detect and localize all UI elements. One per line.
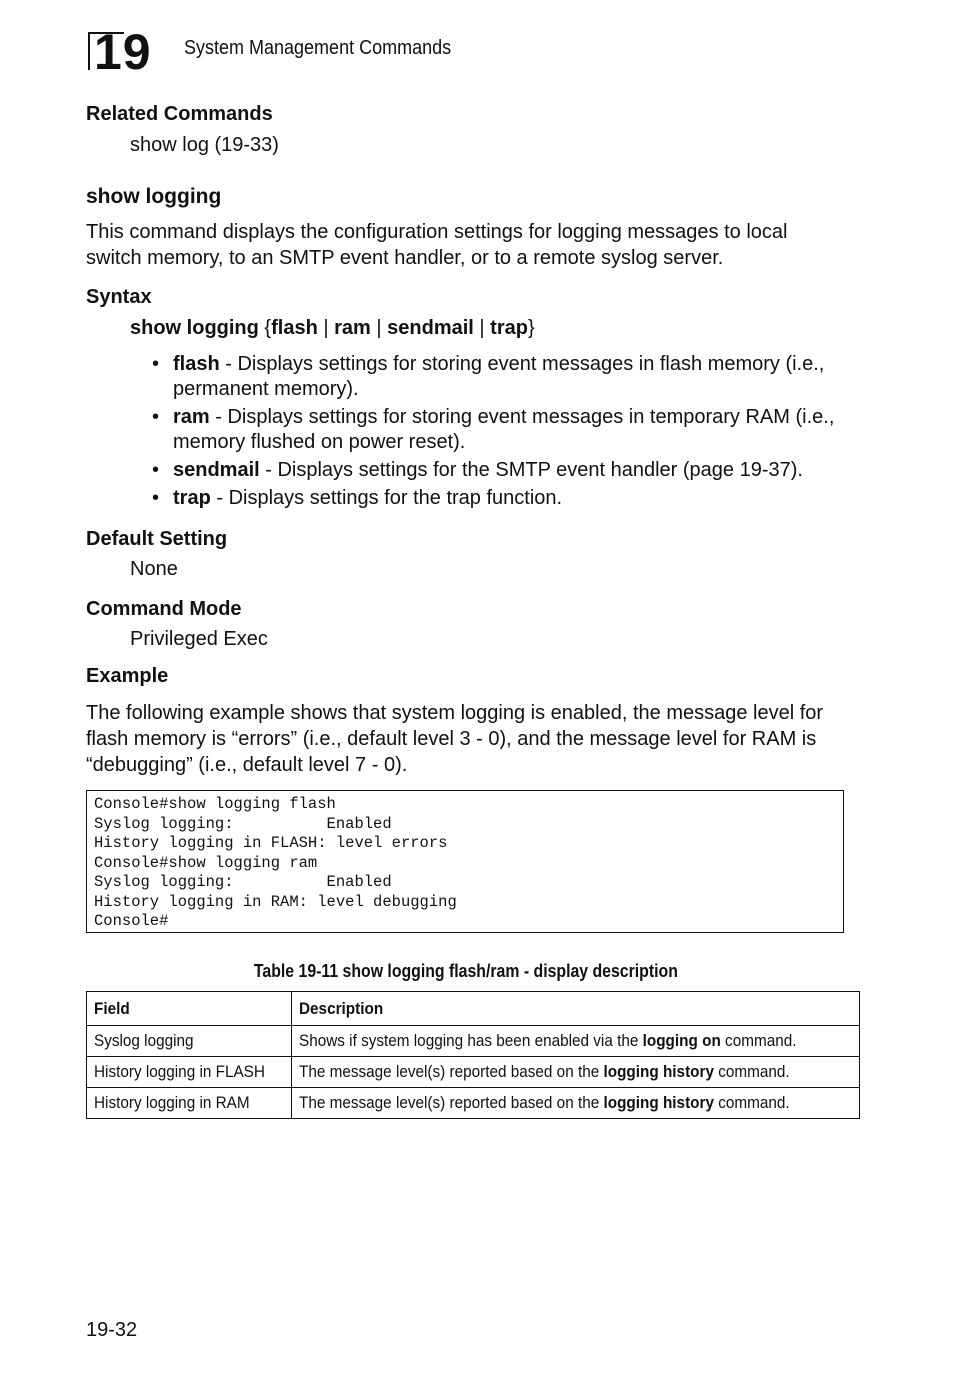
table-row	[87, 1088, 860, 1119]
syntax-separator: |	[317, 317, 335, 339]
option-term: trap	[173, 487, 211, 509]
syntax-command: show logging	[130, 317, 259, 339]
table-header-row	[87, 992, 860, 1026]
option-text: - Displays settings for the SMTP event handler (page 19-37).	[259, 459, 803, 481]
bullet-marker: •	[152, 487, 160, 509]
option-term: flash	[173, 353, 220, 375]
bullet-marker: •	[152, 353, 160, 375]
bullet-marker: •	[152, 459, 160, 481]
bullet-marker: •	[152, 406, 160, 428]
column-header-field: Field	[87, 992, 292, 1026]
code-example: Console#show logging flash Syslog logging: Enabled History logging in FLASH: level errors Console#show logging ram Syslog logging: Enabled History logging in RAM: level debugging Console#	[86, 790, 844, 933]
syntax-option-sendmail: sendmail	[387, 317, 474, 339]
related-commands-heading: Related Commands	[86, 103, 273, 125]
command-description: This command displays the configuration settings for logging messages to local switch memory, to an SMTP event handler, or to a remote syslog server.	[86, 221, 788, 269]
description-cell: The message level(s) reported based on the logging history command.	[291, 1057, 859, 1088]
column-header-description: Description	[291, 992, 859, 1026]
syntax-option-trap: trap	[490, 317, 528, 339]
table-caption-text: Table 19-11 show logging flash/ram - display description	[254, 961, 678, 981]
chapter-number: 19	[94, 24, 152, 80]
default-setting-value: None	[130, 558, 178, 580]
syntax-heading: Syntax	[86, 286, 152, 308]
field-cell: History logging in FLASH	[87, 1057, 292, 1088]
option-term: ram	[173, 406, 210, 428]
list-item	[152, 486, 852, 511]
command-mode-value: Privileged Exec	[130, 628, 268, 650]
field-cell: History logging in RAM	[87, 1088, 292, 1119]
field-cell: Syslog logging	[87, 1026, 292, 1057]
option-text: - Displays settings for storing event messages in flash memory (i.e., permanent memory).	[173, 353, 825, 400]
syntax-option-ram: ram	[334, 317, 371, 339]
command-title: show logging	[86, 185, 222, 208]
table-caption	[86, 961, 846, 982]
list-item	[152, 458, 852, 483]
syntax-options-list	[152, 352, 852, 514]
description-cell: Shows if system logging has been enabled via the logging on command.	[291, 1026, 859, 1057]
default-setting-heading: Default Setting	[86, 528, 228, 550]
syntax-brace-close: }	[527, 317, 535, 339]
syntax-option-flash: flash	[271, 317, 318, 339]
syntax-line	[130, 317, 535, 340]
description-table	[86, 991, 860, 1119]
page-number: 19-32	[86, 1319, 138, 1341]
list-item	[152, 352, 852, 402]
description-cell: The message level(s) reported based on the logging history command.	[291, 1088, 859, 1119]
list-item	[152, 405, 852, 455]
option-term: sendmail	[173, 459, 260, 481]
example-heading: Example	[86, 665, 169, 687]
syntax-separator: |	[370, 317, 388, 339]
example-text: The following example shows that system logging is enabled, the message level for flash memory is “errors” (i.e., default level 3 - 0), and the message level for RAM is “debugging” (i.e., default level 7 - 0).	[86, 702, 824, 776]
syntax-brace-open: {	[258, 317, 272, 339]
table-row	[87, 1026, 860, 1057]
syntax-separator: |	[473, 317, 491, 339]
chapter-title: System Management Commands	[184, 37, 452, 59]
command-mode-heading: Command Mode	[86, 598, 242, 620]
option-text: - Displays settings for the trap function.	[210, 487, 563, 509]
related-command-item: show log (19-33)	[130, 134, 279, 156]
option-text: - Displays settings for storing event messages in temporary RAM (i.e., memory flushed on power reset).	[173, 406, 835, 453]
table-row	[87, 1057, 860, 1088]
